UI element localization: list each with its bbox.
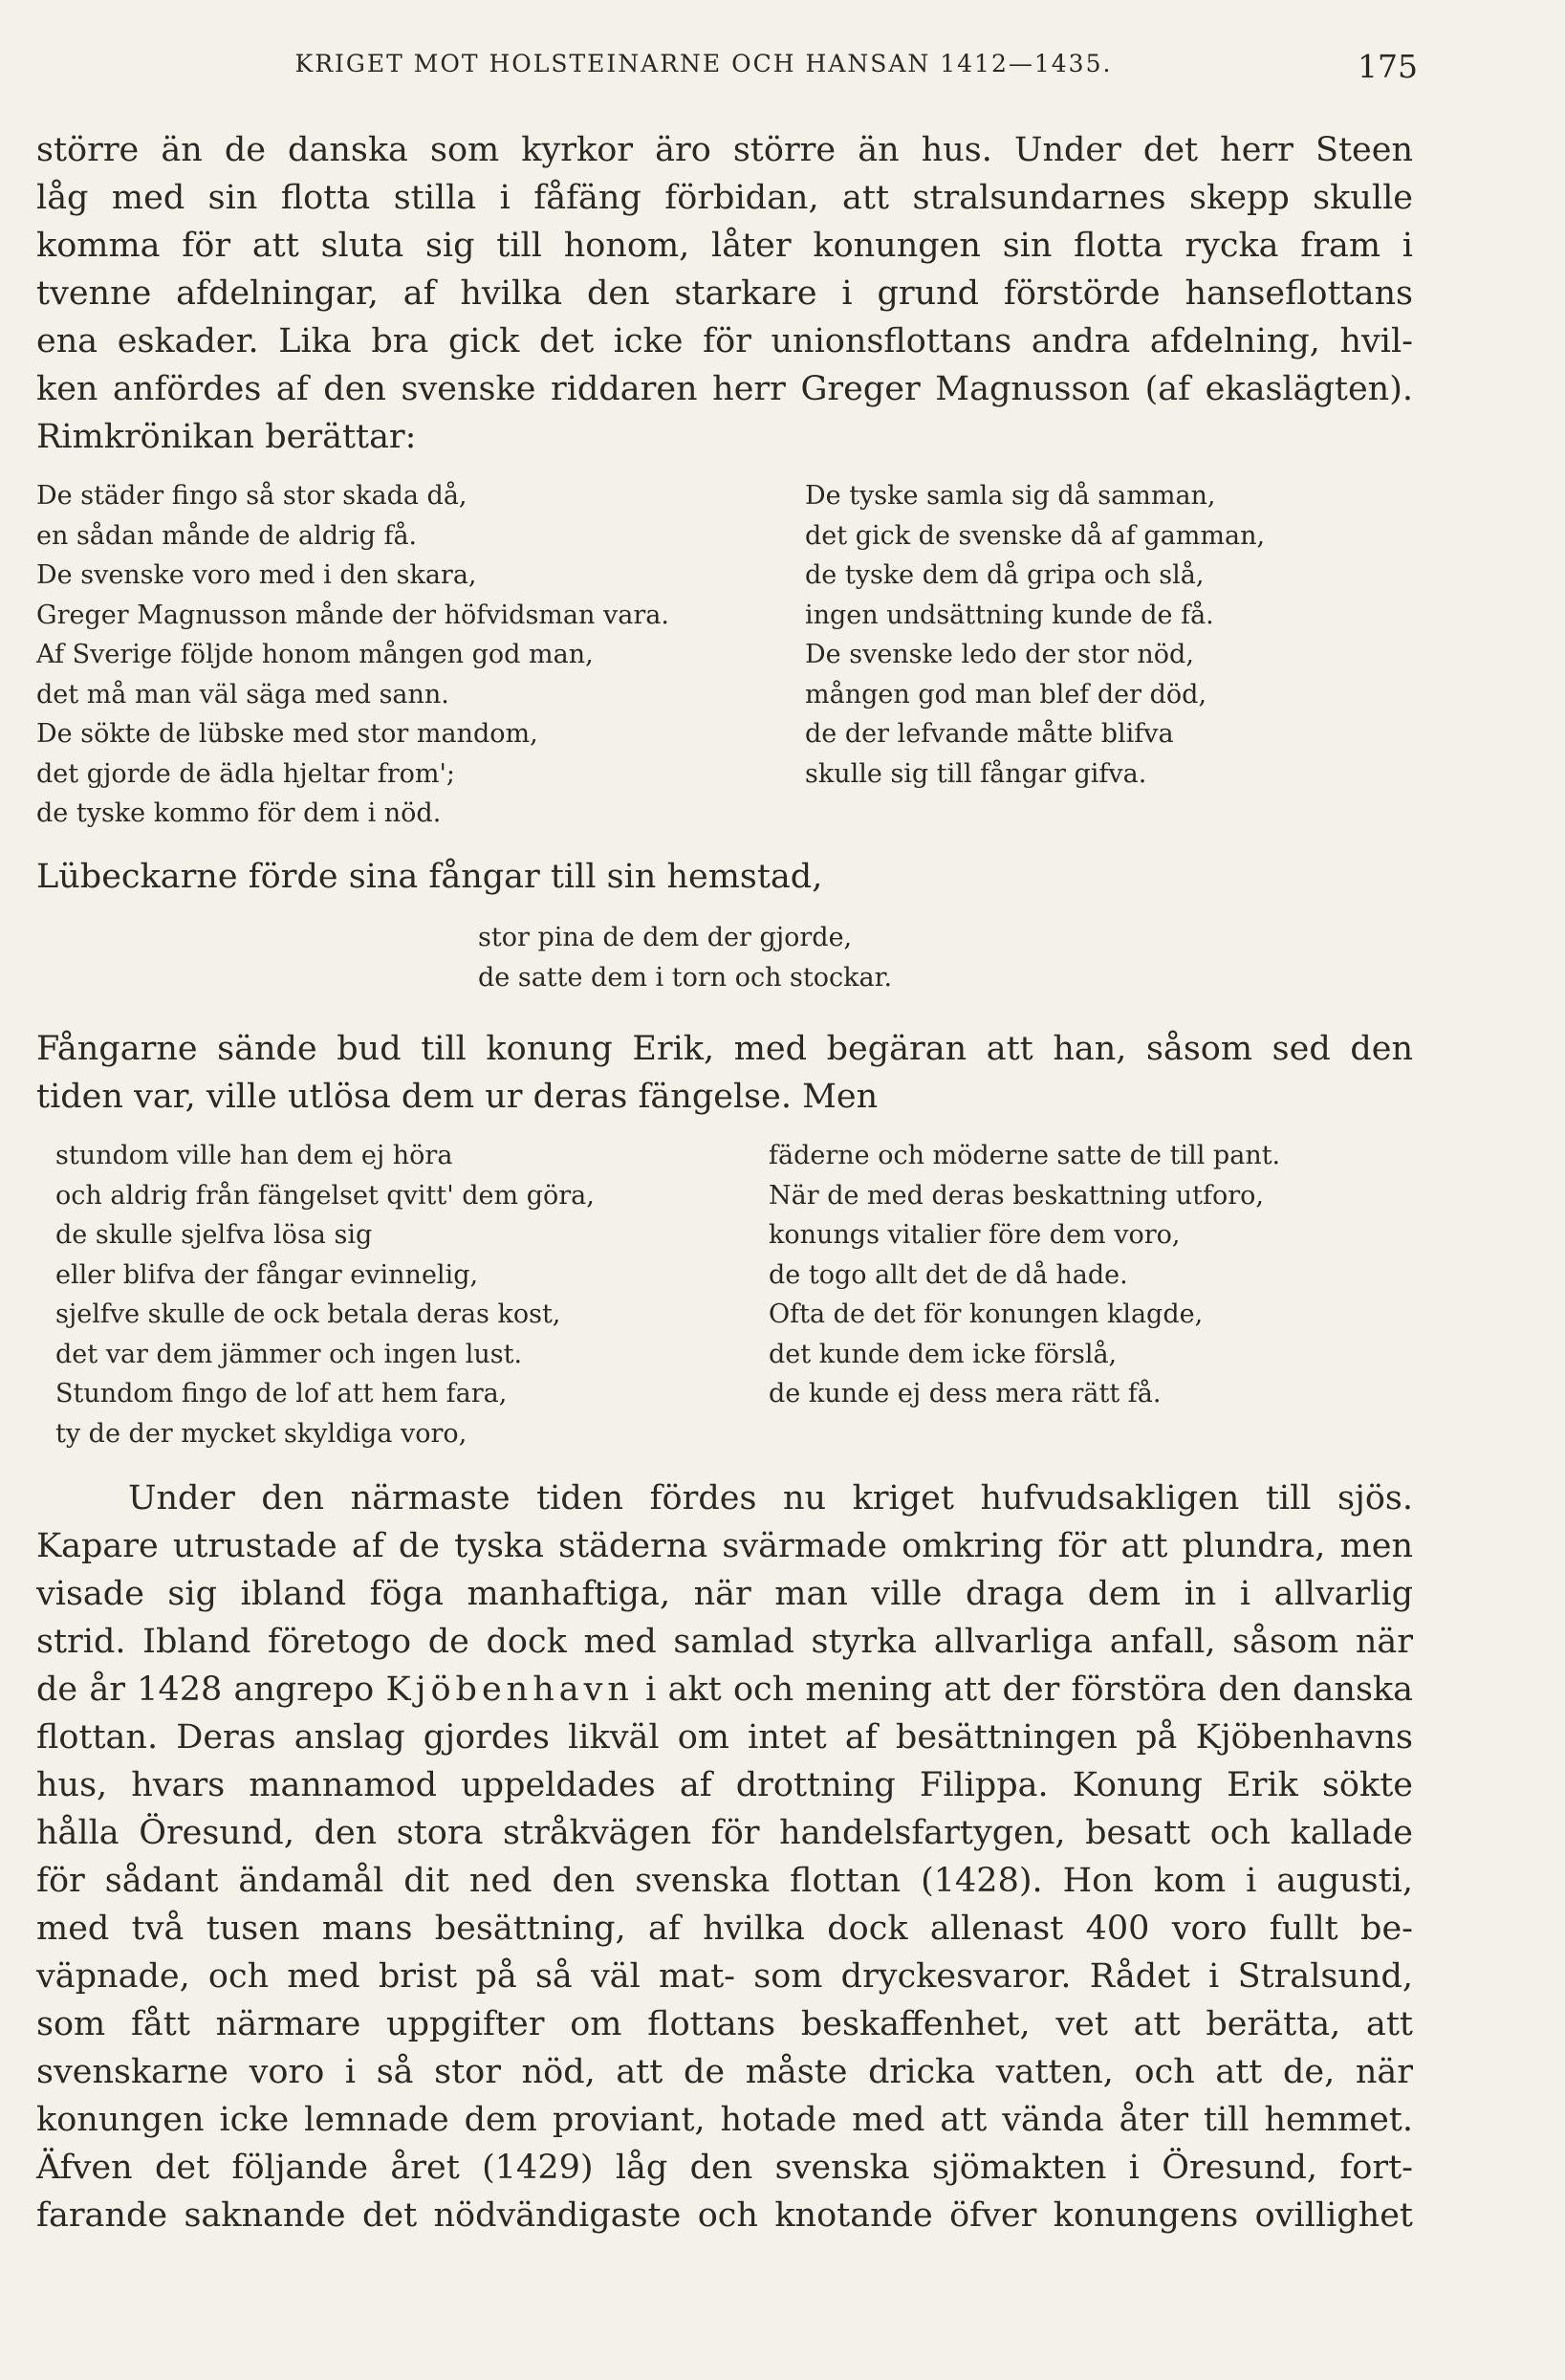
text-line: Under den närmaste tiden fördes nu kriget hufvudsakligen till sjös. — [128, 1479, 1413, 1518]
text-line: med två tusen mans besättning, af hvilka dock allenast 400 voro fullt be- — [36, 1910, 1413, 1948]
verse-line: mången god man blef der död, — [805, 679, 1207, 710]
text-line: hålla Öresund, den stora stråkvägen för handelsfartygen, besatt och kallade — [36, 1814, 1413, 1852]
text-line: Rimkrönikan berättar: — [36, 418, 417, 456]
verse-line: De svenske ledo der stor nöd, — [805, 640, 1194, 669]
paragraph-3 — [36, 1474, 1413, 2239]
verse-line: De städer fingo så stor skada då, — [36, 481, 467, 511]
verse-1-right-column — [805, 476, 1265, 794]
verse-line: skulle sig till fångar gifva. — [805, 758, 1147, 789]
verse-line: De svenske voro med i den skara, — [36, 560, 477, 590]
verse-line: det må man väl säga med sann. — [36, 679, 449, 710]
verse-line: de tyske kommo för dem i nöd. — [36, 798, 442, 828]
verse-line: De tyske samla sig då samman, — [805, 481, 1216, 511]
text-line: visade sig ibland föga manhaftiga, när man ville draga dem in i allvarlig — [36, 1575, 1413, 1613]
verse-line: fäderne och möderne satte de till pant. — [769, 1141, 1281, 1170]
verse-line: stundom ville han dem ej höra — [55, 1141, 453, 1170]
verse-line: de tyske dem då gripa och slå, — [805, 560, 1205, 590]
text-line: tvenne afdelningar, af hvilka den starkare i grund förstörde hanseflottans — [36, 274, 1413, 313]
text-line: flottan. Deras anslag gjordes likväl om intet af besättningen på Kjöbenhavns — [36, 1718, 1413, 1757]
text-line: som fått närmare uppgifter om flottans beskaffenhet, vet att berätta, att — [36, 2005, 1413, 2043]
text-line: låg med sin flotta stilla i fåfäng förbidan, att stralsundarnes skepp skulle — [36, 179, 1413, 217]
text-line: Kapare utrustade af de tyska städerna svärmade omkring för att plundra, men — [36, 1527, 1413, 1565]
text-line: hus, hvars mannamod uppeldades af drottning Filippa. Konung Erik sökte — [36, 1766, 1413, 1804]
text-line: tiden var, ville utlösa dem ur deras fängelse. Men — [36, 1078, 879, 1116]
verse-line: och aldrig från fängelset qvitt' dem göra, — [55, 1180, 595, 1211]
page-number: 175 — [1358, 48, 1418, 85]
text-line: konungen icke lemnade dem proviant, hotade med att vända åter till hemmet. — [36, 2101, 1413, 2139]
text-line: Äfven det följande året (1429) låg den svenska sjömakten i Öresund, fort- — [36, 2149, 1413, 2187]
verse-line: När de med deras beskattning utforo, — [769, 1180, 1264, 1211]
verse-line: ty de der mycket skyldiga voro, — [55, 1418, 467, 1449]
paragraph-1 — [36, 126, 1413, 461]
verse-2 — [478, 918, 892, 997]
text-line: ken anfördes af den svenske riddaren herr Greger Magnusson (af ekaslägten). — [36, 370, 1413, 408]
verse-line: det kunde dem icke förslå, — [769, 1339, 1118, 1369]
verse-line: det gjorde de ädla hjeltar from'; — [36, 758, 455, 789]
verse-line: de satte dem i torn och stockar. — [478, 962, 893, 993]
verse-line: sjelfve skulle de ock betala deras kost, — [55, 1299, 561, 1329]
text-line: Fångarne sände bud till konung Erik, med begäran att han, såsom sed den — [36, 1030, 1413, 1068]
verse-line: en sådan månde de aldrig få. — [36, 520, 418, 551]
verse-line: det gick de svenske då af gamman, — [805, 520, 1266, 551]
verse-3-right-column — [769, 1136, 1280, 1414]
text-line: strid. Ibland företogo de dock med samlad styrka allvarliga anfall, såsom när — [36, 1623, 1413, 1661]
text-line — [36, 1666, 1413, 1714]
verse-line: de togo allt det de då hade. — [769, 1259, 1128, 1290]
verse-line: De sökte de lübske med stor mandom, — [36, 719, 538, 749]
verse-line: Stundom fingo de lof att hem fara, — [55, 1379, 508, 1408]
text-run: i akt och mening att der förstöra den danska — [633, 1670, 1413, 1709]
verse-line: stor pina de dem der gjorde, — [478, 923, 853, 952]
verse-3-left-column — [55, 1136, 595, 1453]
verse-line: Greger Magnusson månde der höfvidsman vara. — [36, 600, 669, 630]
text-line: väpnade, och med brist på så väl mat- som dryckesvaror. Rådet i Stralsund, — [36, 1957, 1413, 1996]
verse-line: Ofta de det för konungen klagde, — [769, 1299, 1204, 1329]
verse-line: eller blifva der fångar evinnelig, — [55, 1259, 479, 1290]
narrative-line: Lübeckarne förde sina fångar till sin hemstad, — [36, 858, 823, 896]
place-name-spaced: Kjöbenhavn — [385, 1670, 634, 1709]
verse-line: de skulle sjelfva lösa sig — [55, 1220, 373, 1250]
verse-line: de der lefvande måtte blifva — [805, 719, 1174, 749]
text-line: för sådant ändamål dit ned den svenska flottan (1428). Hon kom i augusti, — [36, 1862, 1413, 1900]
verse-line: det var dem jämmer och ingen lust. — [55, 1339, 523, 1369]
verse-line: konungs vitalier före dem voro, — [769, 1220, 1181, 1250]
text-run: de år 1428 angrepo — [36, 1670, 386, 1709]
verse-1-left-column — [36, 476, 669, 834]
verse-line: ingen undsättning kunde de få. — [805, 600, 1214, 630]
text-line: större än de danska som kyrkor äro större än hus. Under det herr Steen — [36, 131, 1413, 169]
running-header: KRIGET MOT HOLSTEINARNE OCH HANSAN 1412—1435. — [294, 50, 1113, 77]
text-line: svenskarne voro i så stor nöd, att de måste dricka vatten, och att de, när — [36, 2053, 1413, 2091]
paragraph-2 — [36, 1025, 1413, 1121]
text-line: komma för att sluta sig till honom, låter konungen sin flotta rycka fram i — [36, 227, 1413, 265]
text-line: ena eskader. Lika bra gick det icke för unionsflottans andra afdelning, hvil- — [36, 322, 1413, 360]
text-line: farande saknande det nödvändigaste och knotande öfver konungens ovillighet — [36, 2196, 1413, 2235]
verse-line: de kunde ej dess mera rätt få. — [769, 1379, 1162, 1408]
verse-line: Af Sverige följde honom mången god man, — [36, 640, 594, 669]
